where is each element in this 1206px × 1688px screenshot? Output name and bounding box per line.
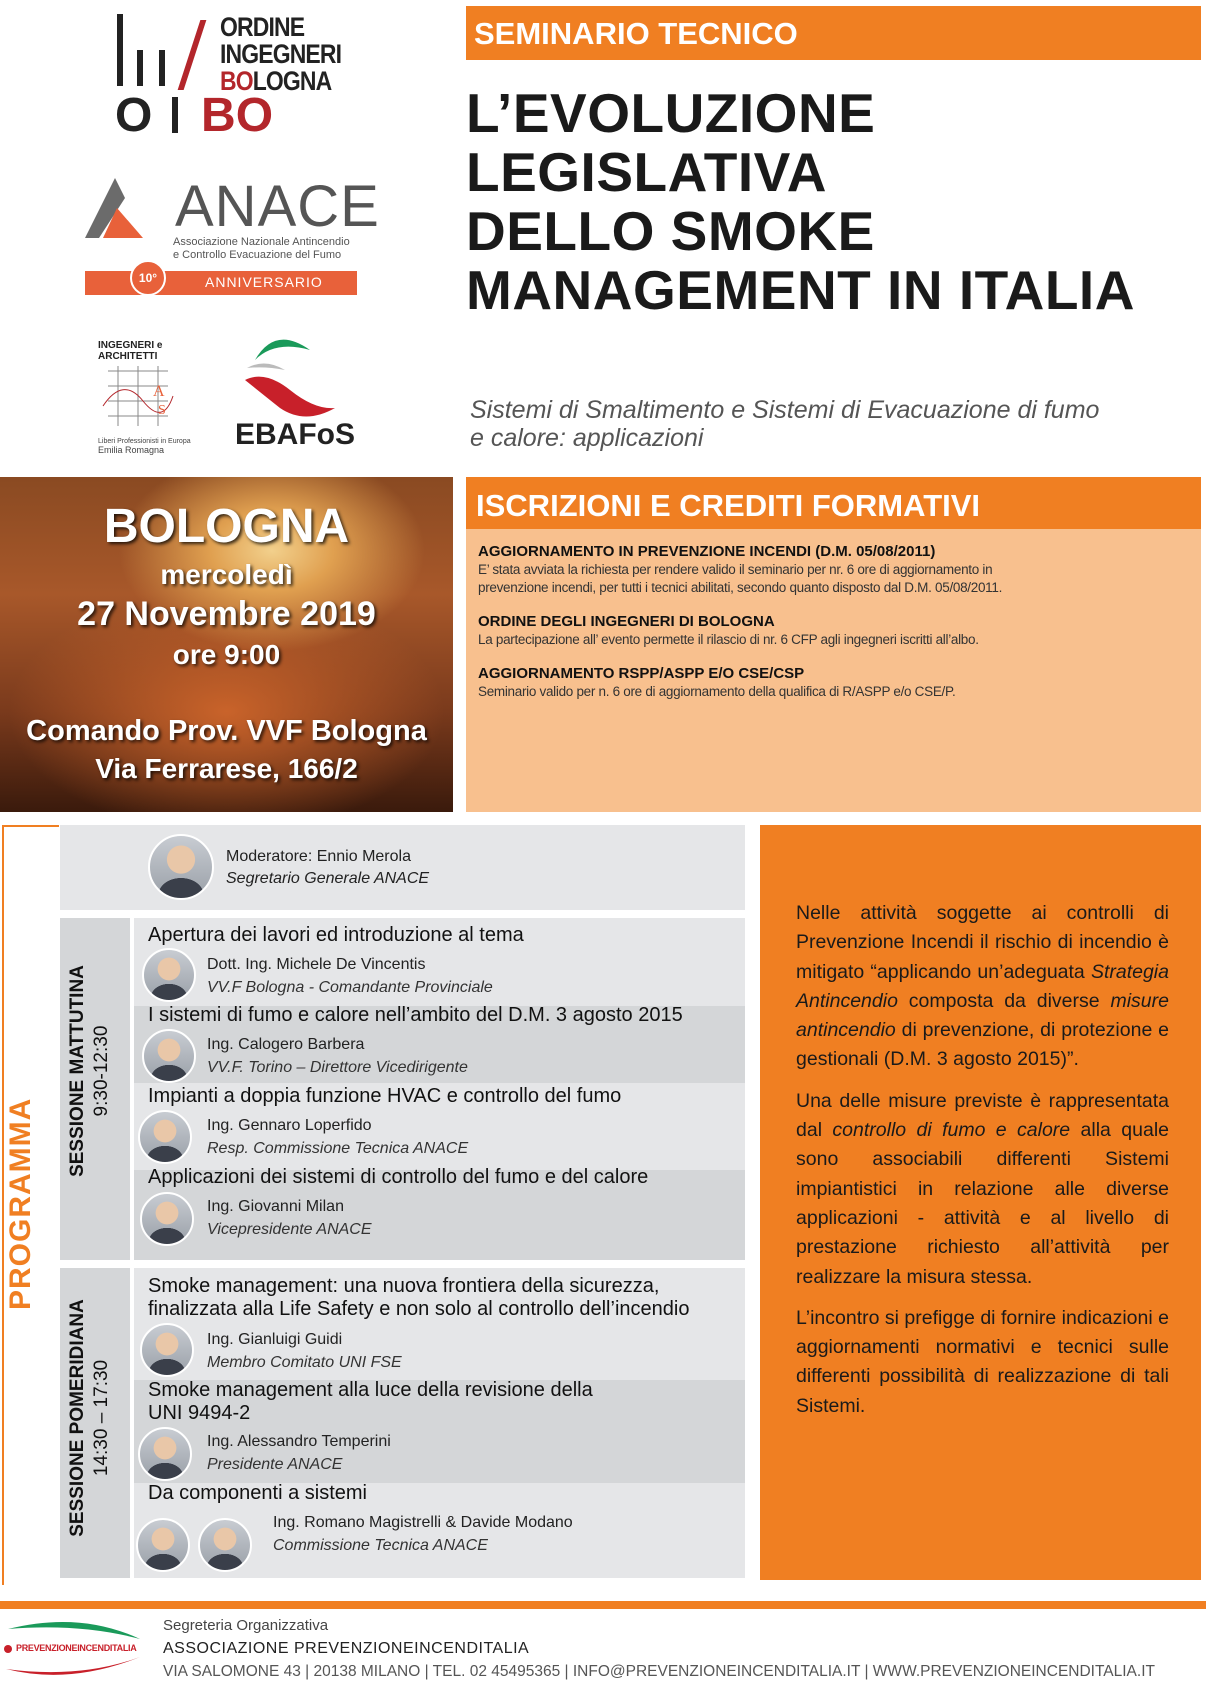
- event-place: Comando Prov. VVF Bologna: [26, 715, 427, 747]
- talk-title: Impianti a doppia funzione HVAC e controllo del fumo: [148, 1085, 622, 1107]
- speaker-name: Ing. Alessandro Temperini: [207, 1433, 391, 1450]
- event-photo-panel: [0, 477, 453, 812]
- footer-divider: [0, 1601, 1206, 1609]
- ingarch-sketch-icon: [98, 366, 178, 434]
- intro-paragraph: Nelle attività soggette ai controlli di Prevenzione Incendi il rischio di incendio è mitigato “applicando un’adeguata Strategia Antincendio composta da diverse misure antincendio di prevenzione, di protezione e gestionali (D.M. 3 agosto 2015)”.: [796, 902, 1169, 1071]
- credit-item: ORDINE DEGLI INGEGNERI DI BOLOGNA La partecipazione all’ evento permette il rilascio di nr. 6 CFP agli ingegneri iscritti all’albo.: [478, 613, 979, 647]
- anace-triangle-icon: [85, 178, 155, 238]
- ebafos-swoosh-icon: [235, 330, 345, 420]
- anace-wordmark: ANACE: [175, 174, 380, 239]
- speaker-avatar: [138, 1427, 192, 1481]
- speaker-avatar: [136, 1518, 190, 1572]
- anace-subtitle: Associazione Nazionale Antincendio e Controllo Evacuazione del Fumo: [173, 236, 350, 261]
- main-title: L’EVOLUZIONE LEGISLATIVA DELLO SMOKE MANAGEMENT IN ITALIA: [466, 82, 1135, 321]
- talk-title: Applicazioni dei sistemi di controllo del fumo e del calore: [148, 1166, 649, 1188]
- session-morning: SESSIONE MATTUTINA 9:30-12:30: [60, 918, 130, 1260]
- svg-text:A: A: [153, 383, 165, 400]
- credit-item: AGGIORNAMENTO RSPP/ASPP E/O CSE/CSP Seminario valido per n. 6 ore di aggiornamento della qualifica di R/ASPP e/o CSE/P.: [478, 665, 956, 699]
- oibo-wordmark: ORDINE INGEGNERI BOLOGNA: [220, 12, 342, 96]
- speaker-avatar: [140, 1192, 194, 1246]
- intro-text-box: [760, 825, 1201, 1580]
- svg-text:S: S: [158, 403, 166, 418]
- speaker-role: Vicepresidente ANACE: [207, 1221, 372, 1238]
- event-address: Via Ferrarese, 166/2: [95, 753, 358, 784]
- speaker-role: VV.F. Torino – Direttore Vicedirigente: [207, 1059, 468, 1076]
- talk-title: Da componenti a sistemi: [148, 1482, 367, 1504]
- prevenzioneincenditalia-logo: [0, 1617, 145, 1679]
- footer-organization: ASSOCIAZIONE PREVENZIONEINCENDITALIA: [163, 1640, 530, 1657]
- speaker-name: Dott. Ing. Michele De Vincentis: [207, 956, 426, 973]
- anace-logo: [85, 174, 380, 298]
- anace-10th-badge: 10°: [130, 260, 166, 296]
- oibo-o: O: [115, 89, 153, 142]
- speaker-avatar: [142, 948, 196, 1002]
- iscrizioni-heading: ISCRIZIONI E CREDITI FORMATIVI: [476, 488, 981, 523]
- talk-title-cont: finalizzata alla Life Safety e non solo al controllo dell’incendio: [148, 1298, 690, 1320]
- talk-title: Smoke management alla luce della revisione della: [148, 1379, 593, 1401]
- footer-logo-text: PREVENZIONEINCENDITALIA: [16, 1643, 137, 1653]
- speaker-avatar: [140, 1323, 194, 1377]
- event-date: 27 Novembre 2019: [77, 595, 376, 633]
- speaker-role: Commissione Tecnica ANACE: [273, 1537, 488, 1554]
- moderator-name: Moderatore: Ennio Merola: [226, 848, 411, 865]
- intro-paragraph: Una delle misure previste è rappresentata dal controllo di fumo e calore alla quale sono associabili differenti Sistemi impiantistici in relazione alle diverse applicazioni - attività e al livello di prestazione richiesto all’attività per realizzare la misura stessa.: [796, 1089, 1169, 1288]
- footer-secretariat-label: Segreteria Organizzativa: [163, 1617, 329, 1634]
- speaker-avatar: [142, 1029, 196, 1083]
- speaker-name: Ing. Giovanni Milan: [207, 1198, 344, 1215]
- iscrizioni-body: [466, 529, 1201, 812]
- oibo-bo: BO: [201, 89, 274, 142]
- talk-title: I sistemi di fumo e calore nell’ambito del D.M. 3 agosto 2015: [148, 1004, 683, 1026]
- speaker-role: Presidente ANACE: [207, 1456, 343, 1473]
- ordine-ingegneri-bologna-logo: [115, 10, 355, 145]
- speaker-name: Ing. Calogero Barbera: [207, 1036, 365, 1053]
- speaker-name: Ing. Romano Magistrelli & Davide Modano: [273, 1514, 573, 1531]
- speaker-avatar: [198, 1518, 252, 1572]
- speaker-role: Membro Comitato UNI FSE: [207, 1354, 402, 1371]
- talk-title: Smoke management: una nuova frontiera della sicurezza,: [148, 1275, 660, 1297]
- ebafos-wordmark: EBAFoS: [235, 418, 355, 451]
- event-city: BOLOGNA: [103, 500, 350, 553]
- ebafos-logo: [235, 330, 365, 460]
- footer-contacts: VIA SALOMONE 43 | 20138 MILANO | TEL. 02 45495365 | INFO@PREVENZIONEINCENDITALIA.IT | WWW.PREVENZIONEINCENDITALIA.IT: [163, 1663, 1155, 1680]
- session-afternoon: SESSIONE POMERIDIANA 14:30 – 17:30: [60, 1268, 130, 1578]
- intro-paragraph: L’incontro si prefigge di fornire indicazioni e aggiornamenti normativi e tecnici sulle differenti possibilità di realizzazione di tali Sistemi.: [796, 1306, 1169, 1417]
- subtitle: Sistemi di Smaltimento e Sistemi di Evacuazione di fumo e calore: applicazioni: [470, 396, 1100, 452]
- seminar-label: SEMINARIO TECNICO: [474, 16, 798, 51]
- speaker-name: Ing. Gennaro Loperfido: [207, 1117, 372, 1134]
- anace-anniversary-label: ANNIVERSARIO: [205, 274, 323, 290]
- moderator-role: Segretario Generale ANACE: [226, 870, 430, 887]
- speaker-role: VV.F Bologna - Comandante Provinciale: [207, 979, 493, 996]
- speaker-avatar: [138, 1110, 192, 1164]
- talk-title-cont: UNI 9494-2: [148, 1402, 251, 1424]
- speaker-role: Resp. Commissione Tecnica ANACE: [207, 1140, 469, 1157]
- event-time: ore 9:00: [172, 639, 281, 670]
- talk-title: Apertura dei lavori ed introduzione al tema: [148, 924, 524, 946]
- ingegneri-architetti-logo: INGEGNERI e ARCHITETTI A S Liberi Professionisti in Europa Emilia Romagna: [98, 340, 191, 455]
- moderator-avatar: [148, 834, 214, 900]
- event-day: mercoledì: [160, 559, 293, 590]
- credit-item: AGGIORNAMENTO IN PREVENZIONE INCENDI (D.M. 05/08/2011) E’ stata avviata la richiesta per rendere valido il seminario per nr. 6 ore di aggiornamento in prevenzione incendi, per tutti i tecnici abilitati, secondo quanto disposto dal D.M. 05/08/2011.: [478, 543, 1003, 595]
- speaker-name: Ing. Gianluigi Guidi: [207, 1331, 343, 1348]
